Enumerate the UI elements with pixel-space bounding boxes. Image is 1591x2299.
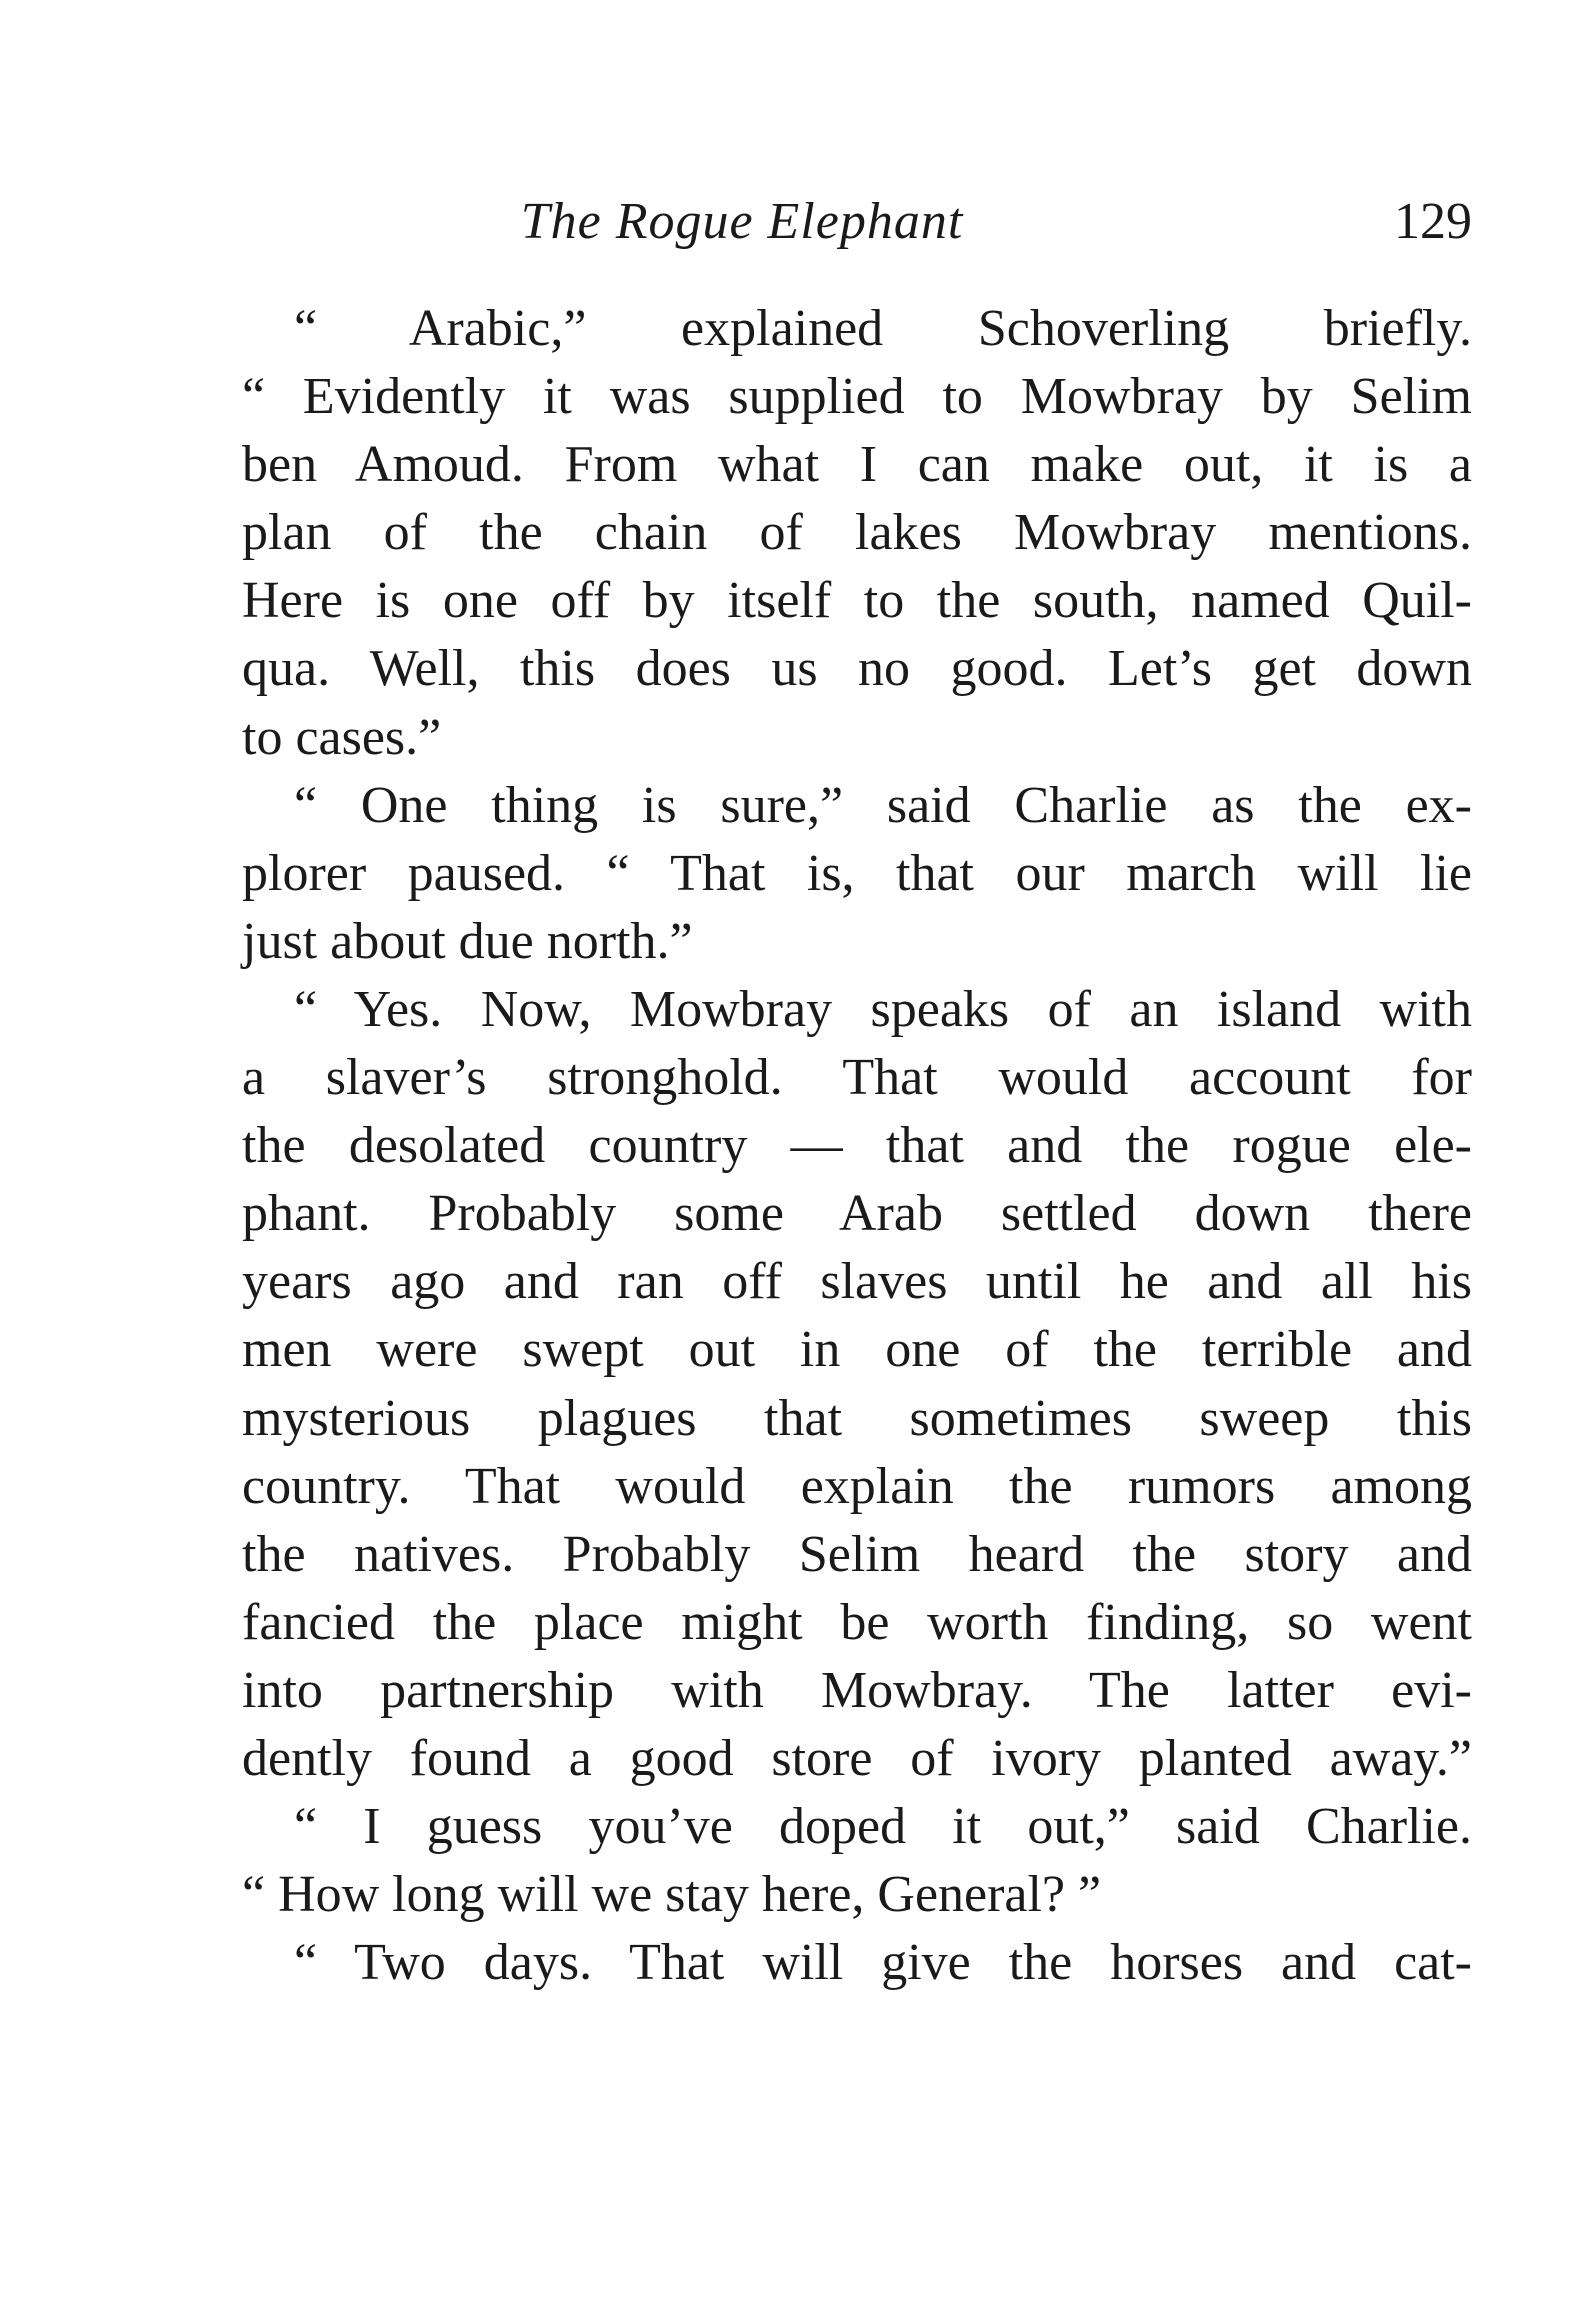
text-line: “ I guess you’ve doped it out,” said Charlie. [294,1798,1472,1856]
text-line: qua. Well, this does us no good. Let’s get down [242,640,1472,698]
text-line: “ Two days. That will give the horses and cat- [294,1934,1472,1992]
running-title: The Rogue Elephant [520,193,964,250]
text-line: the desolated country — that and the rogue ele- [242,1117,1472,1175]
text-line: ben Amoud. From what I can make out, it is a [242,436,1472,494]
text-line: “ How long will we stay here, General? ” [242,1866,1102,1924]
text-line: dently found a good store of ivory planted away.” [242,1729,1472,1787]
text-line: fancied the place might be worth finding, so went [242,1593,1472,1651]
text-line: just about due north.” [242,912,693,970]
text-line: “ Evidently it was supplied to Mowbray by Selim [242,368,1472,426]
text-line: years ago and ran off slaves until he and all his [242,1253,1472,1311]
body-text [242,295,1472,1997]
running-head [242,192,1472,262]
text-line: plan of the chain of lakes Mowbray mentions. [242,504,1472,562]
text-line: “ Yes. Now, Mowbray speaks of an island with [294,980,1472,1038]
text-line: phant. Probably some Arab settled down there [242,1185,1472,1243]
text-line: “ One thing is sure,” said Charlie as the ex- [294,776,1472,834]
text-line: Here is one off by itself to the south, named Quil- [242,572,1472,630]
page-number: 129 [1394,193,1472,250]
text-line: mysterious plagues that sometimes sweep this [242,1389,1472,1447]
text-line: a slaver’s stronghold. That would account for [242,1049,1472,1107]
text-line: plorer paused. “ That is, that our march will lie [242,844,1472,902]
text-line: the natives. Probably Selim heard the story and [242,1525,1472,1583]
text-line: “ Arabic,” explained Schoverling briefly. [294,300,1472,357]
text-line: to cases.” [242,708,442,766]
text-line: into partnership with Mowbray. The latter evi- [242,1661,1472,1719]
text-line: country. That would explain the rumors among [242,1457,1472,1515]
text-line: men were swept out in one of the terrible and [242,1321,1472,1379]
